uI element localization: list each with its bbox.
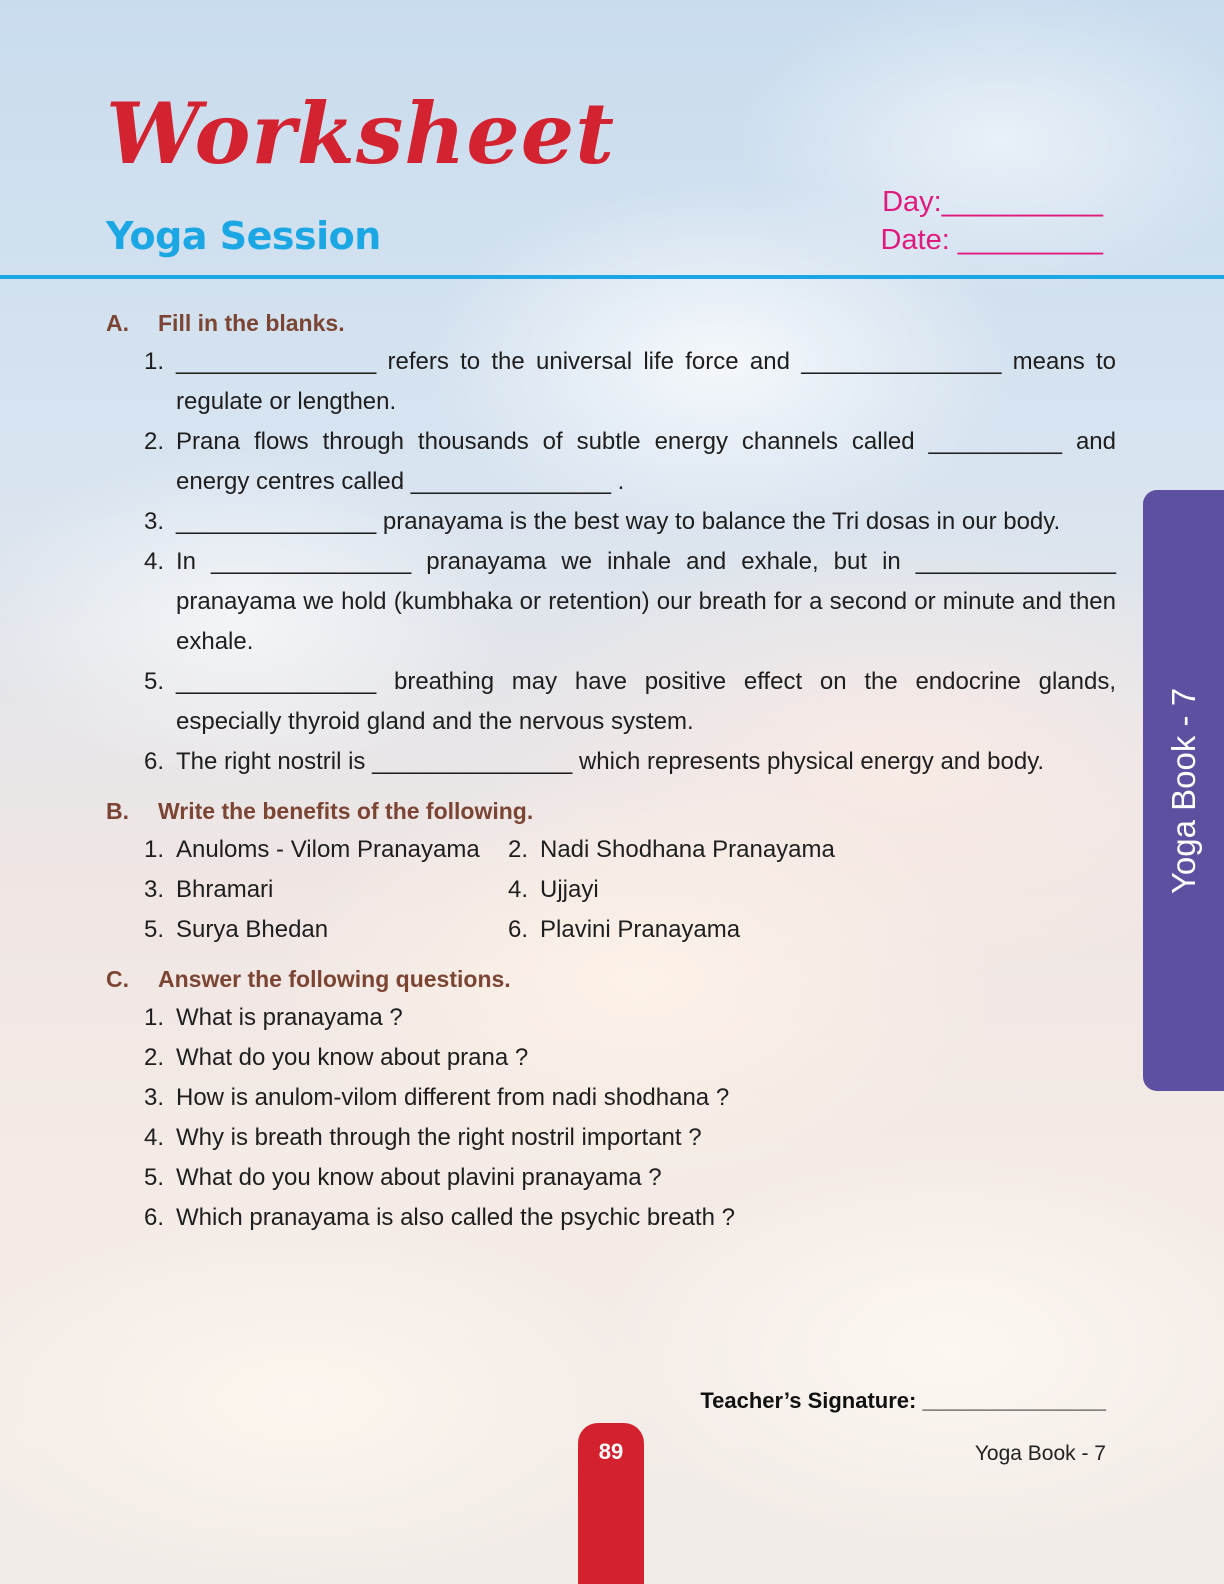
item-text: What do you know about plavini pranayama ? <box>176 1164 662 1191</box>
list-item <box>106 830 498 870</box>
list-item <box>106 742 1116 782</box>
item-number: 6. <box>143 748 164 775</box>
item-number: 4. <box>143 1124 164 1151</box>
item-number: 5. <box>143 668 164 695</box>
section-title: Answer the following questions. <box>158 965 511 992</box>
list-item <box>498 870 898 910</box>
list-item <box>106 342 1116 422</box>
worksheet-body <box>106 304 1116 1238</box>
item-text: What is pranayama ? <box>176 1004 403 1031</box>
item-number: 2. <box>143 1044 164 1071</box>
section-a-heading <box>106 304 1116 342</box>
item-number: 1. <box>143 348 164 375</box>
list-item <box>106 910 498 950</box>
list-item <box>106 1198 1116 1238</box>
benefits-grid <box>106 830 1116 950</box>
list-item <box>106 1118 1116 1158</box>
list-item <box>106 998 1116 1038</box>
list-item <box>106 502 1116 542</box>
item-text: Which pranayama is also called the psychic breath ? <box>176 1204 735 1231</box>
page-number-tab <box>578 1423 644 1584</box>
item-number: 3. <box>143 508 164 535</box>
footer-book-name: Yoga Book - 7 <box>974 1442 1106 1465</box>
section-letter: A. <box>106 309 129 336</box>
section-title: Write the benefits of the following. <box>158 797 534 824</box>
item-text: Why is breath through the right nostril important ? <box>176 1124 702 1151</box>
list-item <box>498 910 898 950</box>
item-text: _______________ pranayama is the best way to balance the Tri dosas in our body. <box>176 508 1061 535</box>
questions-list <box>106 998 1116 1238</box>
item-text: _______________ breathing may have positive effect on the endocrine glands, especially thyroid gland and the nervous system. <box>176 668 1116 735</box>
item-number: 1. <box>143 1004 164 1031</box>
section-letter: C. <box>106 965 129 992</box>
item-number: 5. <box>143 916 164 943</box>
item-text: Prana flows through thousands of subtle energy channels called __________ and energy centres called _______________ . <box>176 428 1116 495</box>
list-item <box>106 1078 1116 1118</box>
item-number: 6. <box>507 916 528 943</box>
list-item <box>106 662 1116 742</box>
list-item <box>106 422 1116 502</box>
section-b-heading <box>106 792 1116 830</box>
teacher-signature-line: Teacher’s Signature: _______________ <box>700 1388 1106 1413</box>
item-number: 3. <box>143 1084 164 1111</box>
item-number: 4. <box>507 876 528 903</box>
item-number: 1. <box>143 836 164 863</box>
worksheet-title: Worksheet <box>106 84 616 183</box>
item-text: Plavini Pranayama <box>540 916 741 943</box>
side-book-tab <box>1143 490 1224 1091</box>
page-subtitle: Yoga Session <box>106 214 381 258</box>
item-text: Surya Bhedan <box>176 916 329 943</box>
section-letter: B. <box>106 797 129 824</box>
header-divider <box>0 275 1224 279</box>
side-tab-label: Yoga Book - 7 <box>1164 687 1202 894</box>
item-number: 4. <box>143 548 164 575</box>
item-number: 3. <box>143 876 164 903</box>
item-text: Bhramari <box>176 876 274 903</box>
date-field: Date: _________ <box>880 224 1103 256</box>
item-text: Ujjayi <box>540 876 599 903</box>
item-text: Nadi Shodhana Pranayama <box>540 836 835 863</box>
item-number: 2. <box>143 428 164 455</box>
section-c-heading <box>106 960 1116 998</box>
item-text: In _______________ pranayama we inhale and exhale, but in _______________ pranayama we hold (kumbhaka or retention) our breath for a second or minute and then exhale. <box>176 548 1116 655</box>
item-number: 2. <box>507 836 528 863</box>
list-item <box>106 1158 1116 1198</box>
fill-blanks-list <box>106 342 1116 782</box>
item-text: How is anulom-vilom different from nadi shodhana ? <box>176 1084 730 1111</box>
item-number: 5. <box>143 1164 164 1191</box>
item-text: Anuloms - Vilom Pranayama <box>176 836 480 863</box>
list-item <box>106 870 498 910</box>
item-text: _______________ refers to the universal life force and _______________ means to regulate or lengthen. <box>176 348 1116 415</box>
section-title: Fill in the blanks. <box>158 309 345 336</box>
list-item <box>106 1038 1116 1078</box>
list-item <box>498 830 898 870</box>
day-field: Day:__________ <box>882 186 1103 218</box>
list-item <box>106 542 1116 662</box>
item-number: 6. <box>143 1204 164 1231</box>
item-text: What do you know about prana ? <box>176 1044 529 1071</box>
item-text: The right nostril is _______________ which represents physical energy and body. <box>176 748 1045 775</box>
page-number: 89 <box>598 1439 624 1464</box>
